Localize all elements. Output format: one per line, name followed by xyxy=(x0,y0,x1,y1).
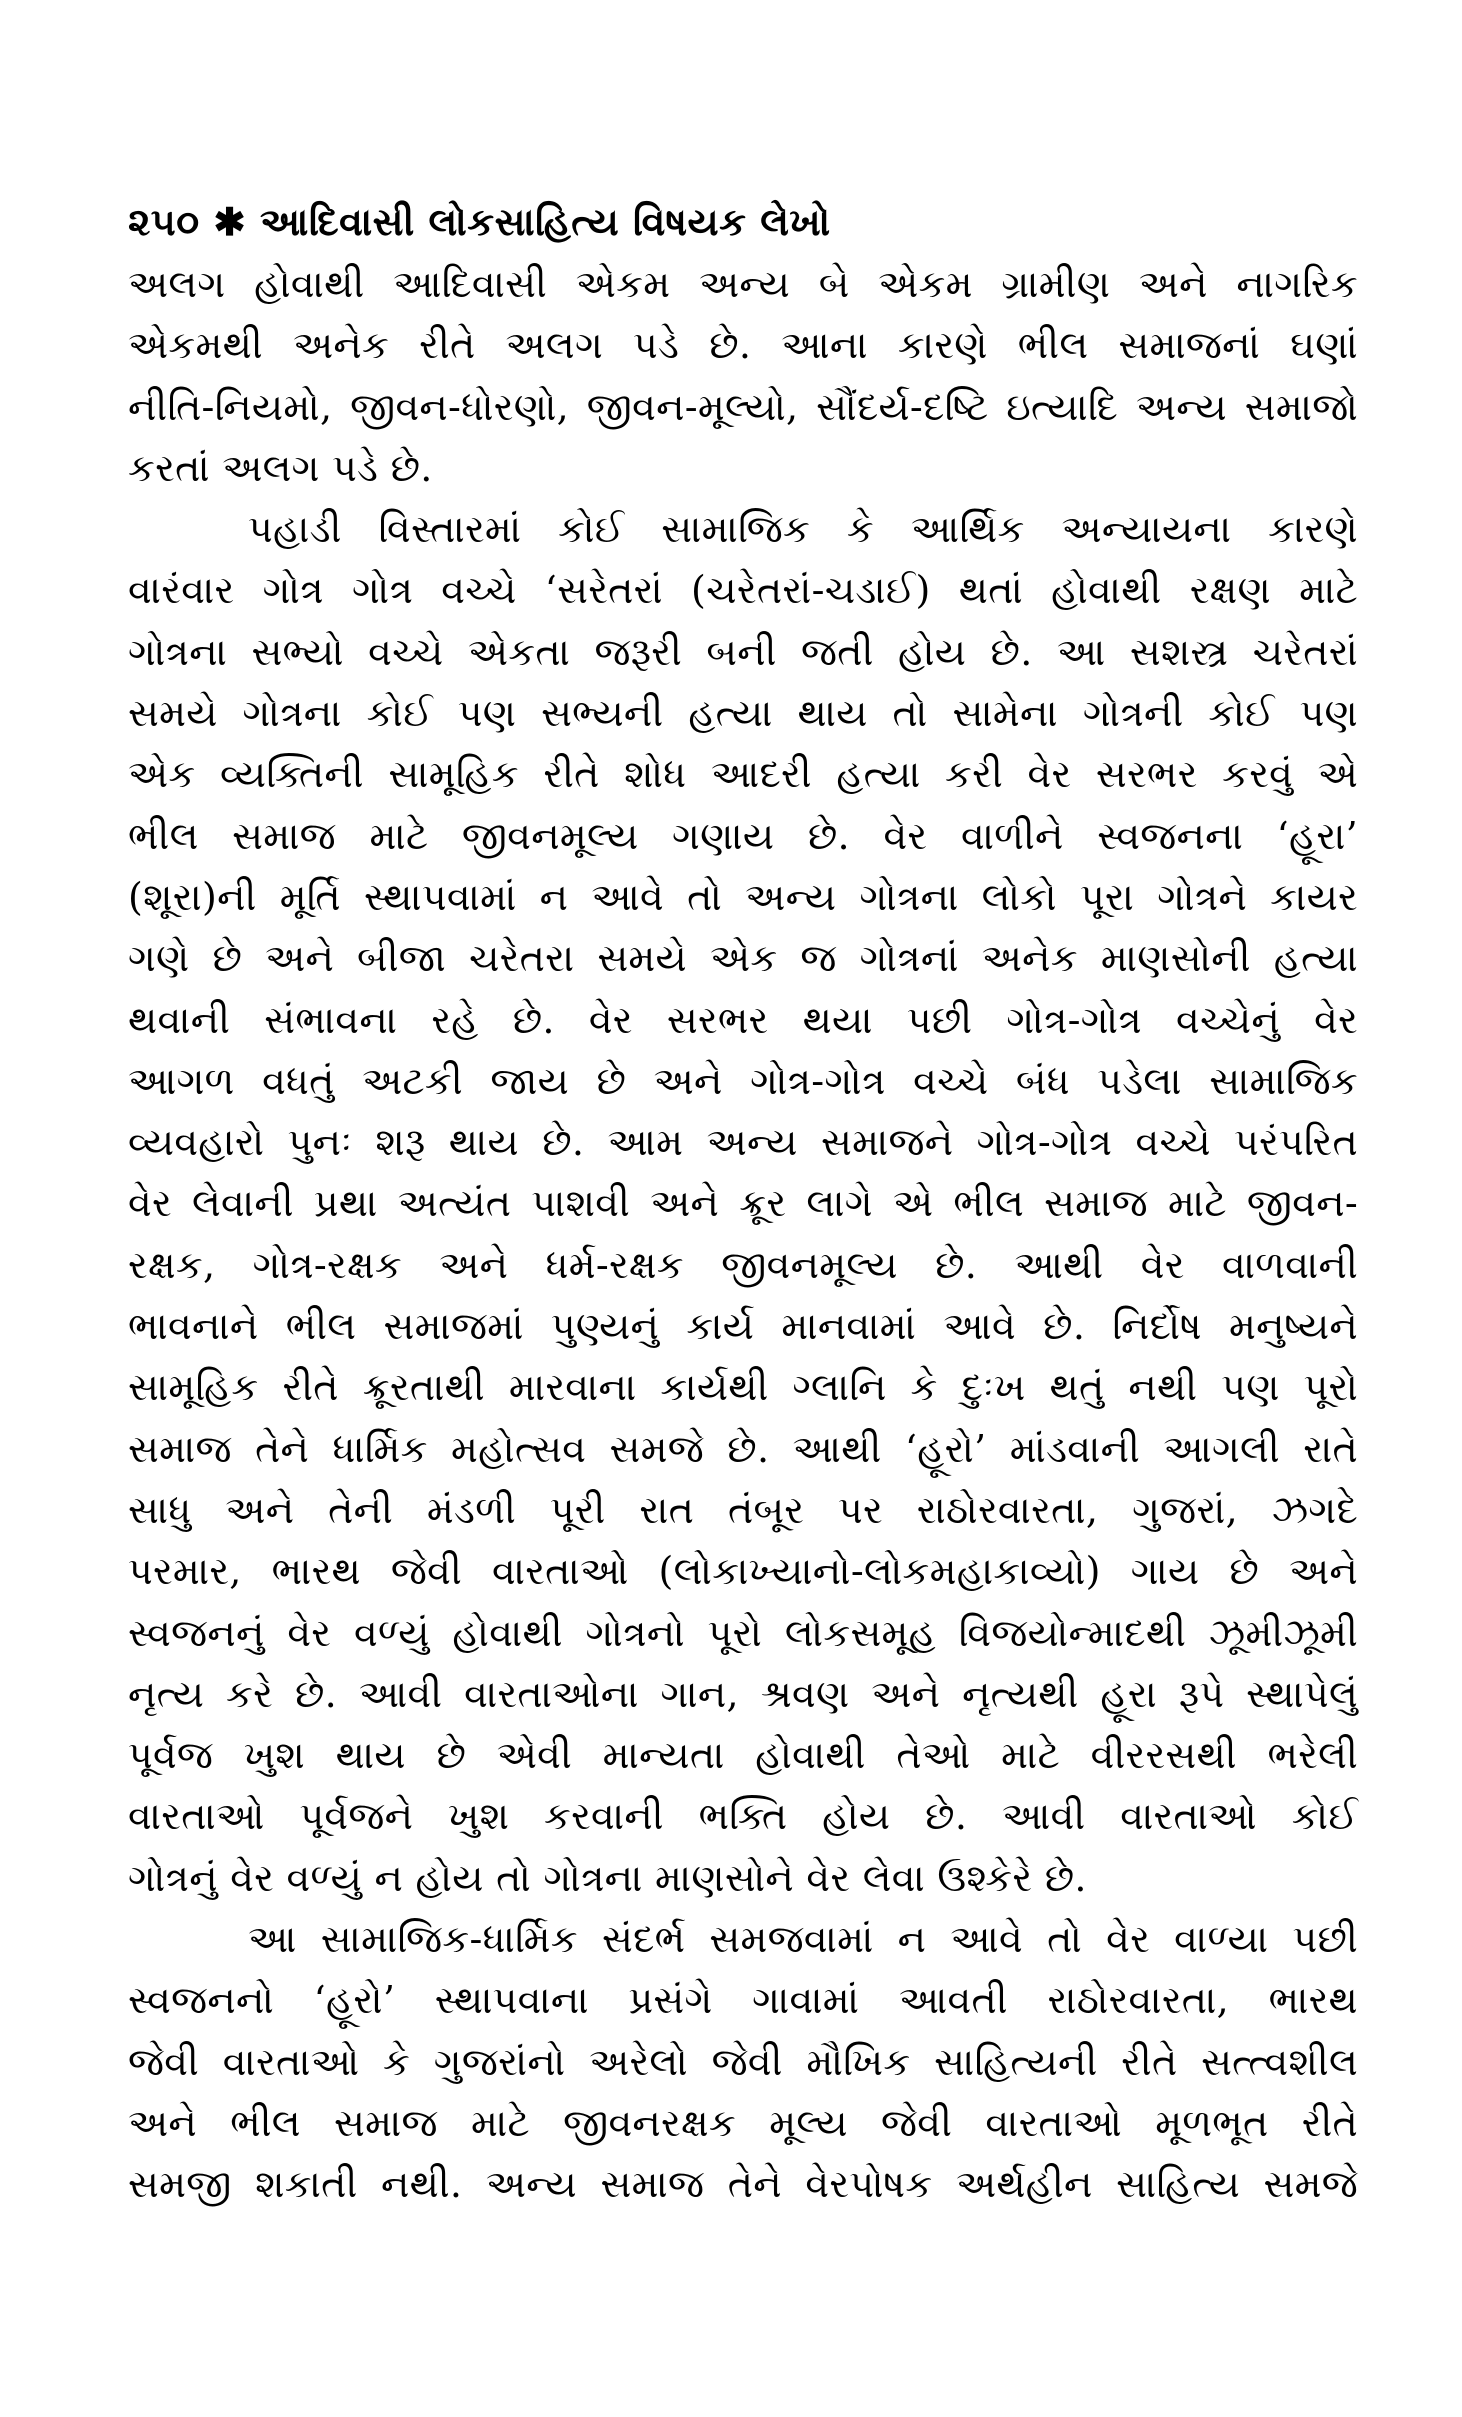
text-line: એક વ્યક્તિની સામૂહિક રીતે શોધ આદરી હત્યા કરી વેર સરભર કરવું એ xyxy=(128,752,1358,797)
book-page xyxy=(128,192,1358,2216)
text-line: સામૂહિક રીતે ક્રૂરતાથી મારવાના કાર્યથી ગ્લાનિ કે દુઃખ થતું નથી પણ પૂરો xyxy=(128,1365,1358,1410)
text-line: આગળ વધતું અટકી જાય છે અને ગોત્ર-ગોત્ર વચ્ચે બંધ પડેલા સામાજિક xyxy=(128,1058,1358,1103)
text-line: પહાડી વિસ્તારમાં કોઈ સામાજિક કે આર્થિક અન્યાયના કારણે xyxy=(248,507,1358,552)
page-number: ૨૫૦ xyxy=(128,199,200,244)
text-line: સમજી શકાતી નથી. અન્ય સમાજ તેને વેરપોષક અર્થહીન સાહિત્ય સમજે xyxy=(128,2162,1358,2207)
text-line: સાધુ અને તેની મંડળી પૂરી રાત તંબૂર પર રાઠોરવારતા, ગુજરાં, ઝગદે xyxy=(128,1487,1358,1532)
text-line: રક્ષક, ગોત્ર-રક્ષક અને ધર્મ-રક્ષક જીવનમૂલ્ય છે. આથી વેર વાળવાની xyxy=(128,1242,1358,1287)
text-line: (શૂરા)ની મૂર્તિ સ્થાપવામાં ન આવે તો અન્ય ગોત્રના લોકો પૂરા ગોત્રને કાયર xyxy=(128,874,1358,919)
text-line: વેર લેવાની પ્રથા અત્યંત પાશવી અને ક્રૂર લાગે એ ભીલ સમાજ માટે જીવન- xyxy=(128,1181,1358,1226)
text-line: પૂર્વજ ખુશ થાય છે એવી માન્યતા હોવાથી તેઓ માટે વીરરસથી ભરેલી xyxy=(128,1733,1358,1778)
text-line: સ્વજનનો ‘હૂરો’ સ્થાપવાના પ્રસંગે ગાવામાં આવતી રાઠોરવારતા, ભારથ xyxy=(128,1978,1358,2023)
text-line: અને ભીલ સમાજ માટે જીવનરક્ષક મૂલ્ય જેવી વારતાઓ મૂળભૂત રીતે xyxy=(128,2100,1358,2145)
text-line: ગોત્રનું વેર વળ્યું ન હોય તો ગોત્રના માણસોને વેર લેવા ઉશ્કેરે છે. xyxy=(128,1855,1087,1900)
text-line: એકમથી અનેક રીતે અલગ પડે છે. આના કારણે ભીલ સમાજનાં ઘણાં xyxy=(128,323,1358,368)
text-line: ગોત્રના સભ્યો વચ્ચે એકતા જરૂરી બની જતી હોય છે. આ સશસ્ત્ર ચરેતરાં xyxy=(128,629,1358,674)
text-line: વારતાઓ પૂર્વજને ખુશ કરવાની ભક્તિ હોય છે. આવી વારતાઓ કોઈ xyxy=(128,1794,1358,1839)
text-line: થવાની સંભાવના રહે છે. વેર સરભર થયા પછી ગોત્ર-ગોત્ર વચ્ચેનું વેર xyxy=(128,997,1358,1042)
text-line: સમાજ તેને ધાર્મિક મહોત્સવ સમજે છે. આથી ‘હૂરો’ માંડવાની આગલી રાતે xyxy=(128,1426,1358,1471)
body-text xyxy=(128,254,1358,2216)
text-line: આ સામાજિક-ધાર્મિક સંદર્ભ સમજવામાં ન આવે તો વેર વાળ્યા પછી xyxy=(248,1917,1358,1962)
text-line: નીતિ-નિયમો, જીવન-ધોરણો, જીવન-મૂલ્યો, સૌંદર્ય-દષ્ટિ ઇત્યાદિ અન્ય સમાજો xyxy=(128,384,1358,429)
text-line: સમયે ગોત્રના કોઈ પણ સભ્યની હત્યા થાય તો સામેના ગોત્રની કોઈ પણ xyxy=(128,691,1358,736)
text-line: કરતાં અલગ પડે છે. xyxy=(128,445,433,490)
text-line: વ્યવહારો પુનઃ શરૂ થાય છે. આમ અન્ય સમાજને ગોત્ર-ગોત્ર વચ્ચે પરંપરિત xyxy=(128,1120,1358,1165)
text-line: જેવી વારતાઓ કે ગુજરાંનો અરેલો જેવી મૌખિક સાહિત્યની રીતે સત્ત્વશીલ xyxy=(128,2039,1358,2084)
text-line: પરમાર, ભારથ જેવી વારતાઓ (લોકાખ્યાનો-લોકમહાકાવ્યો) ગાય છે અને xyxy=(128,1549,1358,1594)
text-line: નૃત્ય કરે છે. આવી વારતાઓના ગાન, શ્રવણ અને નૃત્યથી હૂરા રૂપે સ્થાપેલું xyxy=(128,1671,1358,1716)
paragraph xyxy=(128,254,1358,499)
running-head xyxy=(128,192,1358,254)
text-line: અલગ હોવાથી આદિવાસી એકમ અન્ય બે એકમ ગ્રામીણ અને નાગરિક xyxy=(128,262,1358,306)
paragraph xyxy=(128,499,1358,1909)
text-line: ભાવનાને ભીલ સમાજમાં પુણ્યનું કાર્ય માનવામાં આવે છે. નિર્દોષ મનુષ્યને xyxy=(128,1304,1358,1349)
asterisk-separator-icon: ✱ xyxy=(213,199,246,244)
text-line: સ્વજનનું વેર વળ્યું હોવાથી ગોત્રનો પૂરો લોકસમૂહ વિજયોન્માદથી ઝૂમીઝૂમી xyxy=(128,1610,1358,1655)
paragraph xyxy=(128,1909,1358,2215)
book-title: આદિવાસી લોકસાહિત્ય વિષયક લેખો xyxy=(260,199,831,244)
text-line: વારંવાર ગોત્ર ગોત્ર વચ્ચે ‘સરેતરાં (ચરેતરાં-ચડાઈ) થતાં હોવાથી રક્ષણ માટે xyxy=(128,568,1358,613)
text-line: ગણે છે અને બીજા ચરેતરા સમયે એક જ ગોત્રનાં અનેક માણસોની હત્યા xyxy=(128,936,1358,981)
text-line: ભીલ સમાજ માટે જીવનમૂલ્ય ગણાય છે. વેર વાળીને સ્વજનના ‘હૂરા’ xyxy=(128,813,1358,858)
